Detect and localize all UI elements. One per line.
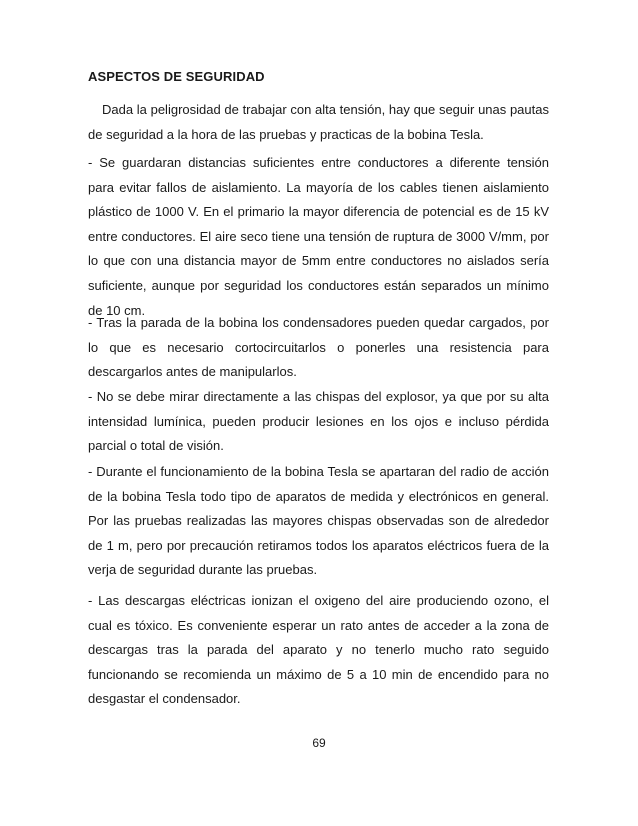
safety-paragraph-spark-gap-light: - No se debe mirar directamente a las chispas del explosor, ya que por su alta intensidad lumínica, pueden producir lesiones en los ojos e incluso pérdida parcial o total de visión. — [88, 389, 549, 454]
intro-paragraph: Dada la peligrosidad de trabajar con alta tensión, hay que seguir unas pautas de seguridad a la hora de las pruebas y practicas de la bobina Tesla. — [88, 102, 549, 142]
safety-paragraph-capacitor-discharge: - Tras la parada de la bobina los condensadores pueden quedar cargados, por lo que es necesario cortocircuitarlos o ponerles una resistencia para descargarlos antes de manipularlos. — [88, 315, 549, 380]
page-number: 69 — [312, 736, 326, 750]
section-heading: ASPECTOS DE SEGURIDAD — [88, 69, 265, 84]
safety-paragraph-insulation-distances: - Se guardaran distancias suficientes entre conductores a diferente tensión para evitar fallos de aislamiento. La mayoría de los cables tienen aislamiento plástico de 1000 V. En el primario la mayor diferencia de potencial es de 15 kV entre conductores. El aire seco tiene una tensión de ruptura de 3000 V/mm, por lo que con una distancia mayor de 5mm entre conductores no aislados sería suficiente, aunque por seguridad los conductores están separados un mínimo de 10 cm. — [88, 155, 549, 318]
safety-paragraph-electronic-devices: - Durante el funcionamiento de la bobina Tesla se apartaran del radio de acción de la bobina Tesla todo tipo de aparatos de medida y electrónicos en general. Por las pruebas realizadas las mayores chispas observadas son de alrededor de 1 m, pero por precaución retiramos todos los aparatos eléctricos fuera de la verja de seguridad durante las pruebas. — [88, 464, 549, 578]
safety-paragraph-ozone: - Las descargas eléctricas ionizan el oxigeno del aire produciendo ozono, el cual es tóxico. Es conveniente esperar un rato antes de acceder a la zona de descargas tras la parada del aparato y no tenerlo mucho rato seguido funcionando se recomienda un máximo de 5 a 10 min de encendido para no desgastar el condensador. — [88, 593, 549, 707]
